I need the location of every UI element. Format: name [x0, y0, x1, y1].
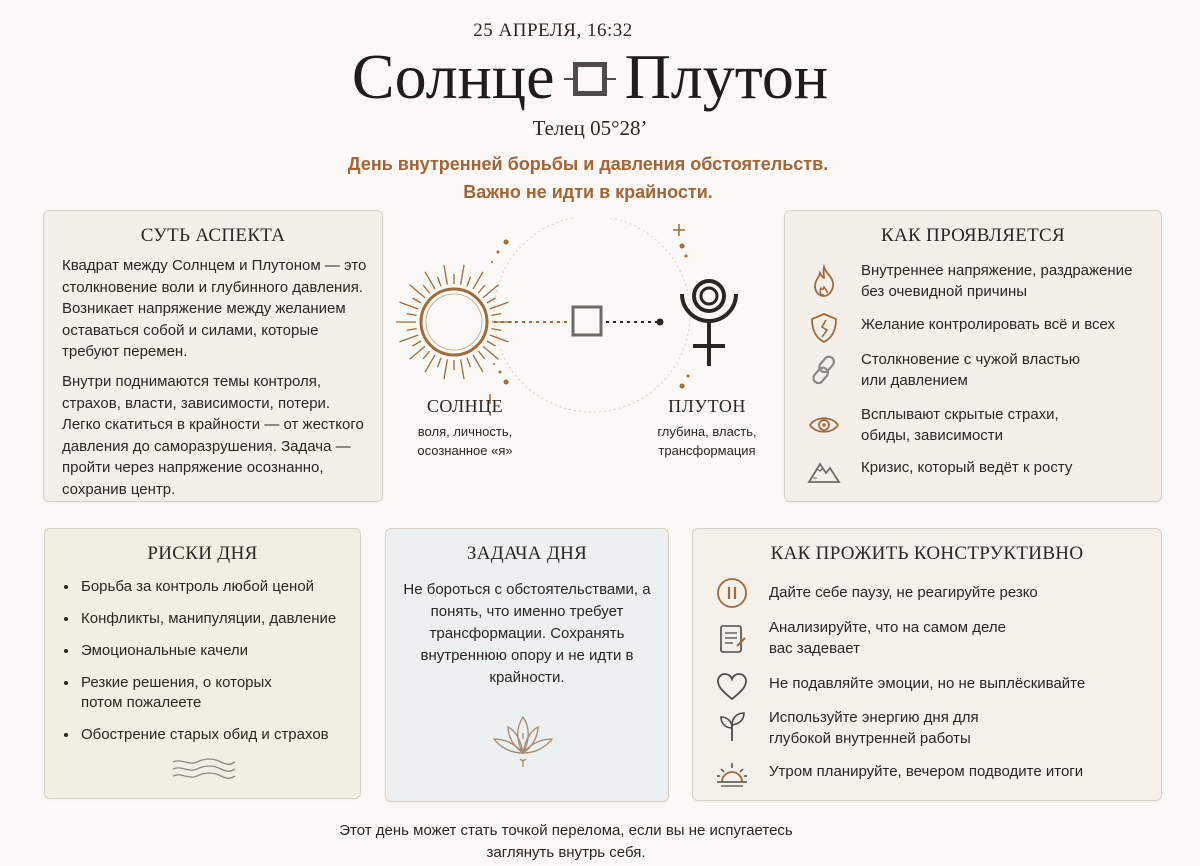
risks-list	[61, 577, 352, 757]
pluto-name: ПЛУТОН	[668, 396, 746, 416]
list-item-line: глубокой внутренней работы	[769, 730, 971, 747]
sun-ray	[444, 265, 447, 285]
sign-position: Телец 05°28’	[532, 116, 648, 140]
sun-ray	[467, 358, 470, 367]
pause-icon	[715, 576, 749, 610]
sun-ray	[491, 329, 501, 331]
risk-item: • Конфликты, манипуляции, давление	[79, 609, 352, 629]
risk-item: • Эмоциональные качели	[79, 641, 352, 661]
pluto-label	[642, 396, 772, 460]
chain-link-icon	[807, 353, 841, 387]
essence-title: СУТЬ АСПЕКТА	[140, 225, 286, 246]
list-item-text	[769, 707, 1151, 749]
sun-ray	[423, 351, 429, 359]
cracked-shield-icon	[807, 311, 841, 345]
list-item-line: Внутреннее напряжение, раздражение	[861, 262, 1133, 279]
planet-left-name: Солнце	[351, 41, 555, 112]
square-aspect-icon	[573, 307, 601, 335]
sun-ray	[410, 285, 425, 298]
task-title: ЗАДАЧА ДНЯ	[466, 543, 588, 564]
sun-desc-line: воля, личность,	[417, 424, 513, 439]
list-item-line: Желание контролировать всё и всех	[861, 316, 1116, 333]
sun-ray	[399, 335, 418, 342]
tagline	[0, 150, 1176, 206]
list-item	[785, 306, 1161, 350]
list-item-text	[861, 314, 1151, 335]
list-item-text	[861, 404, 1151, 446]
list-item	[693, 571, 1161, 615]
sun-ray	[483, 346, 498, 359]
sun-ray	[438, 358, 441, 367]
task-card	[385, 528, 669, 802]
list-item-line: Утром планируйте, вечером подводите итоги	[769, 763, 1084, 780]
footer-line: Этот день может стать точкой перелома, если вы не испугаетесь	[339, 822, 793, 839]
sun-ray	[490, 302, 509, 309]
sun-ray	[478, 285, 484, 293]
sun-ray	[423, 285, 429, 293]
sun-ray	[412, 298, 421, 303]
sunrise-icon	[715, 758, 749, 792]
manifestation-card	[784, 210, 1162, 502]
pluto-description	[642, 422, 772, 460]
footer-line: заглянуть внутрь себя.	[486, 844, 646, 861]
sun-label	[398, 396, 532, 460]
list-item-line: или давлением	[861, 372, 968, 389]
list-item-line: Столкновение с чужой властью	[861, 351, 1081, 368]
square-aspect-icon	[573, 62, 607, 96]
list-item-line: Всплывают скрытые страхи,	[861, 406, 1059, 423]
tagline-line: Важно не идти в крайности.	[463, 182, 713, 202]
sun-ray	[399, 302, 418, 309]
essence-card	[43, 210, 383, 502]
list-item-line: Не подавляйте эмоции, но не выплёскивайте	[769, 675, 1086, 692]
sun-ray	[473, 355, 483, 372]
sun-ray	[438, 277, 441, 286]
list-item-text	[769, 582, 1151, 603]
constructive-card	[692, 528, 1162, 801]
sun-ray	[461, 265, 464, 285]
sun-description	[398, 422, 532, 460]
pluto-desc-line: глубина, власть,	[657, 424, 757, 439]
waves-icon	[171, 757, 237, 781]
mountain-icon	[807, 454, 841, 488]
notes-icon	[715, 622, 749, 656]
list-item	[785, 259, 1161, 303]
flame-icon	[807, 264, 841, 298]
essence-paragraph: Внутри поднимаются темы контроля, страхов, власти, зависимости, потери. Легко скатиться в крайности — от жесткого давления до саморазрушения. Задача — пройти через напряжение осознанно, сохранив центр.	[62, 373, 364, 498]
sun-ray	[487, 341, 496, 346]
pluto-desc-line: трансформация	[658, 443, 756, 458]
footer-note	[0, 820, 1132, 864]
list-item-text	[861, 260, 1151, 302]
list-item	[693, 753, 1161, 797]
sun-disc-icon	[421, 289, 487, 355]
list-item-text	[769, 761, 1151, 782]
sun-ray	[407, 329, 417, 331]
pluto-glyph-icon	[682, 281, 736, 366]
risk-item: • Резкие решения, о которых потом пожалеете	[79, 673, 352, 713]
manifestation-title: КАК ПРОЯВЛЯЕТСЯ	[881, 225, 1065, 246]
list-item-text	[769, 673, 1151, 694]
sun-ray	[487, 298, 496, 303]
list-item-line: обиды, зависимости	[861, 427, 1004, 444]
list-item	[785, 449, 1161, 493]
sun-ray	[425, 272, 435, 289]
constructive-title: КАК ПРОЖИТЬ КОНСТРУКТИВНО	[770, 543, 1084, 564]
essence-paragraph: Квадрат между Солнцем и Плутоном — это столкновение воли и глубинного давления. Возникает напряжение между желанием оставаться собой и силами, которые требуют перемен.	[62, 257, 367, 360]
list-item-text	[861, 457, 1151, 478]
sun-ray	[461, 359, 464, 379]
planet-right-name: Плутон	[624, 41, 829, 112]
list-item-text	[769, 617, 1151, 659]
risks-card	[44, 528, 361, 799]
risks-title: РИСКИ ДНЯ	[147, 543, 258, 564]
tagline-line: День внутренней борьбы и давления обстоятельств.	[347, 154, 829, 174]
list-item-line: без очевидной причины	[861, 283, 1028, 300]
list-item-line: Кризис, который ведёт к росту	[861, 459, 1073, 476]
list-item	[693, 705, 1161, 749]
date-time: 25 АПРЕЛЯ, 16:32	[473, 20, 633, 41]
lotus-icon	[486, 709, 560, 771]
page-title	[0, 40, 1180, 114]
list-item	[693, 617, 1161, 661]
list-item-line: вас задевает	[769, 640, 860, 657]
sun-ray	[491, 314, 501, 316]
sun-ray	[407, 314, 417, 316]
list-item	[693, 665, 1161, 709]
eye-icon	[807, 408, 841, 442]
heart-icon	[715, 670, 749, 704]
sun-ray	[410, 346, 425, 359]
sun-name: СОЛНЦЕ	[426, 396, 504, 416]
sun-ray	[478, 351, 484, 359]
list-item	[785, 348, 1161, 392]
list-item-text	[861, 349, 1151, 391]
sprout-icon	[715, 710, 749, 744]
sun-ray	[473, 272, 483, 289]
list-item-line: Анализируйте, что на самом деле	[769, 619, 1006, 636]
sun-desc-line: осознанное «я»	[417, 443, 513, 458]
list-item-line: Используйте энергию дня для	[769, 709, 979, 726]
list-item	[785, 403, 1161, 447]
sun-ray	[425, 355, 435, 372]
aspect-diagram	[396, 218, 776, 418]
sun-ray	[467, 277, 470, 286]
sun-ray	[444, 359, 447, 379]
risk-item: • Борьба за контроль любой ценой	[79, 577, 352, 597]
list-item-line: Дайте себе паузу, не реагируйте резко	[769, 584, 1038, 601]
sun-ray	[490, 335, 509, 342]
task-text: Не бороться с обстоятельствами, а понять, что именно требует трансформации. Сохранять внутреннюю опору и не идти в крайности.	[403, 581, 651, 686]
sun-ray	[412, 341, 421, 346]
risk-item: • Обострение старых обид и страхов	[79, 725, 352, 745]
